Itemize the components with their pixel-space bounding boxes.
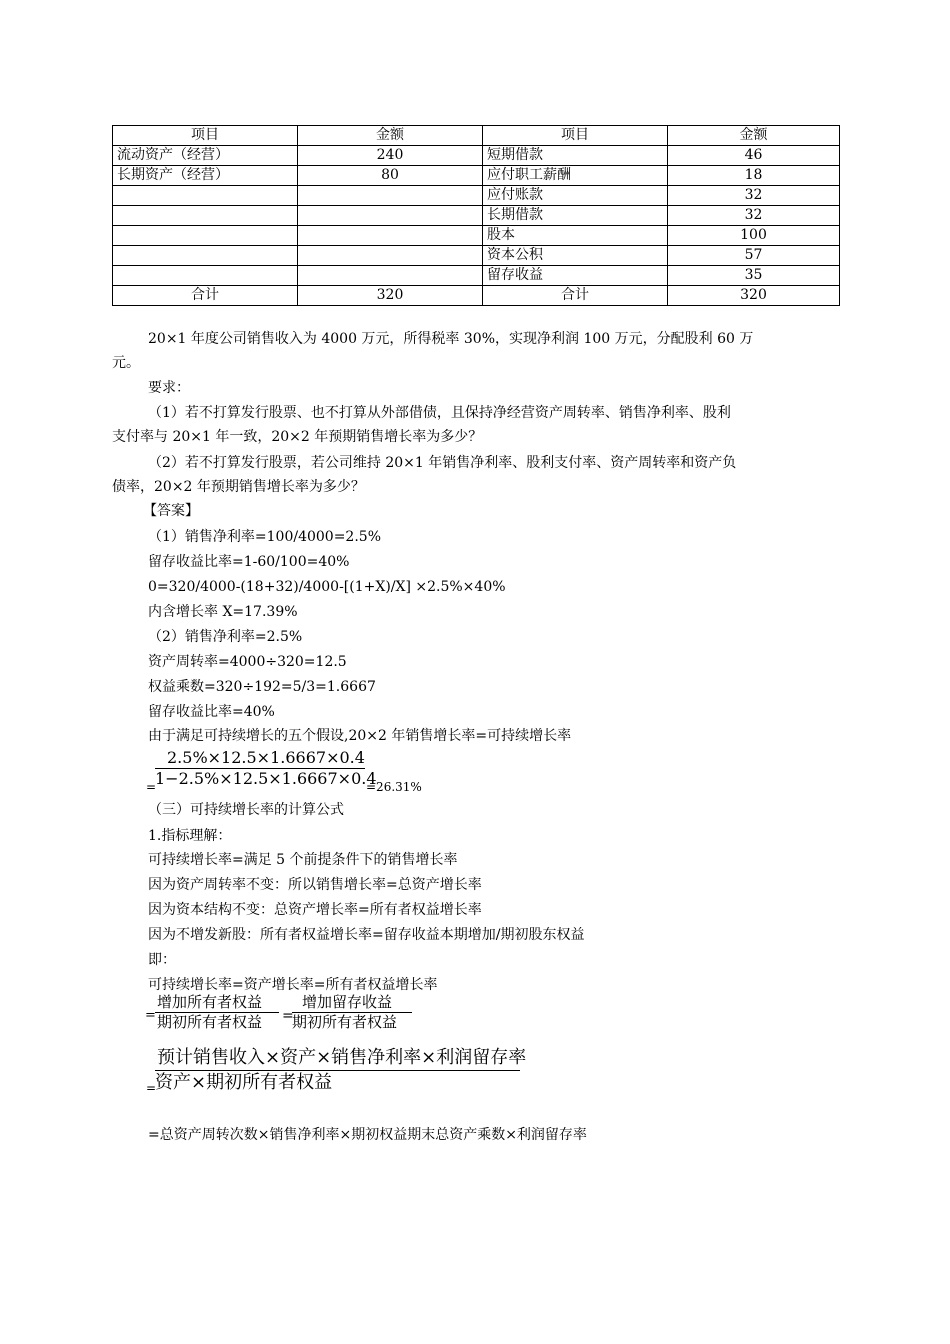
fraction-denominator: 期初所有者权益 bbox=[292, 1013, 398, 1031]
answer-line: 资产周转率=4000÷320=12.5 bbox=[148, 654, 347, 670]
paragraph-line: 元。 bbox=[112, 355, 140, 371]
table-cell: 57 bbox=[668, 246, 840, 266]
answer-line: 权益乘数=320÷192=5/3=1.6667 bbox=[148, 679, 376, 695]
balance-sheet-table bbox=[112, 125, 840, 306]
table-row bbox=[113, 206, 840, 226]
answer-line: 0=320/4000-(18+32)/4000-[(1+X)/X] ×2.5%×40% bbox=[148, 579, 506, 595]
equity-growth-fraction bbox=[155, 993, 279, 1032]
table-cell: 32 bbox=[668, 186, 840, 206]
fraction-numerator: 预计销售收入×资产×销售净利率×利润留存率 bbox=[157, 1047, 527, 1068]
body-line: 因为资产周转率不变：所以销售增长率=总资产增长率 bbox=[148, 877, 482, 893]
table-total-row bbox=[113, 286, 840, 306]
table-cell bbox=[113, 226, 298, 246]
table-row bbox=[113, 166, 840, 186]
table-cell: 240 bbox=[298, 146, 483, 166]
table-cell: 应付账款 bbox=[483, 186, 668, 206]
equals-sign: = bbox=[145, 1008, 156, 1023]
table-cell: 100 bbox=[668, 226, 840, 246]
table-cell bbox=[298, 186, 483, 206]
answer-heading: 【答案】 bbox=[143, 503, 199, 519]
table-cell: 流动资产（经营） bbox=[113, 146, 298, 166]
table-cell bbox=[298, 246, 483, 266]
answer-line: 留存收益比率=40% bbox=[148, 704, 275, 720]
table-cell: 46 bbox=[668, 146, 840, 166]
equals-sign: = bbox=[146, 1081, 157, 1095]
paragraph-line: 20×1 年度公司销售收入为 4000 万元，所得税率 30%，实现净利润 100 万元，分配股利 60 万 bbox=[148, 331, 754, 347]
table-cell bbox=[113, 206, 298, 226]
table-cell: 应付职工薪酬 bbox=[483, 166, 668, 186]
fraction-numerator: 增加留存收益 bbox=[302, 993, 393, 1011]
fraction-numerator: 2.5%×12.5×1.6667×0.4 bbox=[167, 748, 365, 767]
table-cell bbox=[113, 246, 298, 266]
answer-line: 留存收益比率=1-60/100=40% bbox=[148, 554, 350, 570]
table-cell: 股本 bbox=[483, 226, 668, 246]
body-line: 可持续增长率=满足 5 个前提条件下的销售增长率 bbox=[148, 852, 458, 868]
table-header-cell: 项目 bbox=[483, 126, 668, 146]
question-line: （1）若不打算发行股票、也不打算从外部借债，且保持净经营资产周转率、销售净利率、股利 bbox=[148, 405, 731, 421]
table-header-cell: 金额 bbox=[298, 126, 483, 146]
table-cell: 320 bbox=[668, 286, 840, 306]
table-cell: 35 bbox=[668, 266, 840, 286]
table-cell bbox=[298, 266, 483, 286]
body-line: 因为不增发新股：所有者权益增长率=留存收益本期增加/期初股东权益 bbox=[148, 927, 585, 943]
table-cell: 32 bbox=[668, 206, 840, 226]
section-heading: （三）可持续增长率的计算公式 bbox=[148, 802, 344, 818]
question-line: 债率，20×2 年预期销售增长率为多少？ bbox=[112, 479, 365, 495]
table-cell: 长期资产（经营） bbox=[113, 166, 298, 186]
body-line: 因为资本结构不变：总资产增长率=所有者权益增长率 bbox=[148, 902, 482, 918]
table-header-row bbox=[113, 126, 840, 146]
table-header-cell: 项目 bbox=[113, 126, 298, 146]
growth-rate-fraction bbox=[155, 748, 377, 789]
table-row bbox=[113, 146, 840, 166]
table-cell bbox=[298, 206, 483, 226]
answer-line: （1）销售净利率=100/4000=2.5% bbox=[148, 529, 382, 545]
table-cell bbox=[298, 226, 483, 246]
table-row bbox=[113, 266, 840, 286]
table-header-cell: 金额 bbox=[668, 126, 840, 146]
retained-earnings-fraction bbox=[292, 993, 412, 1032]
fraction-denominator: 1−2.5%×12.5×1.6667×0.4 bbox=[155, 769, 377, 788]
table-row bbox=[113, 246, 840, 266]
body-line: 即： bbox=[148, 952, 176, 968]
fraction-denominator: 期初所有者权益 bbox=[157, 1013, 263, 1031]
requirements-heading: 要求： bbox=[148, 380, 190, 396]
subsection-heading: 1.指标理解： bbox=[148, 828, 232, 844]
table-row bbox=[113, 226, 840, 246]
answer-line: 由于满足可持续增长的五个假设,20×2 年销售增长率=可持续增长率 bbox=[148, 728, 572, 744]
table-cell: 合计 bbox=[113, 286, 298, 306]
question-line: （2）若不打算发行股票，若公司维持 20×1 年销售净利率、股利支付率、资产周转率和资产负 bbox=[148, 455, 737, 471]
answer-line: （2）销售净利率=2.5% bbox=[148, 629, 303, 645]
fraction-result: =26.31% bbox=[366, 780, 422, 794]
table-row bbox=[113, 186, 840, 206]
table-cell: 资本公积 bbox=[483, 246, 668, 266]
answer-line: 内含增长率 X=17.39% bbox=[148, 604, 298, 620]
body-line: 可持续增长率=资产增长率=所有者权益增长率 bbox=[148, 977, 438, 993]
fraction-numerator: 增加所有者权益 bbox=[157, 993, 263, 1011]
table-cell bbox=[113, 266, 298, 286]
table-cell bbox=[113, 186, 298, 206]
sustainable-growth-fraction bbox=[155, 1046, 526, 1095]
table-cell: 320 bbox=[298, 286, 483, 306]
table-cell: 短期借款 bbox=[483, 146, 668, 166]
table-cell: 80 bbox=[298, 166, 483, 186]
equals-sign: = bbox=[282, 1008, 294, 1024]
table-cell: 18 bbox=[668, 166, 840, 186]
formula-line: =总资产周转次数×销售净利率×期初权益期末总资产乘数×利润留存率 bbox=[148, 1127, 587, 1143]
table-cell: 合计 bbox=[483, 286, 668, 306]
question-line: 支付率与 20×1 年一致，20×2 年预期销售增长率为多少？ bbox=[112, 429, 483, 445]
table-cell: 长期借款 bbox=[483, 206, 668, 226]
equals-sign: = bbox=[146, 780, 157, 794]
fraction-denominator: 资产×期初所有者权益 bbox=[155, 1072, 333, 1093]
table-cell: 留存收益 bbox=[483, 266, 668, 286]
